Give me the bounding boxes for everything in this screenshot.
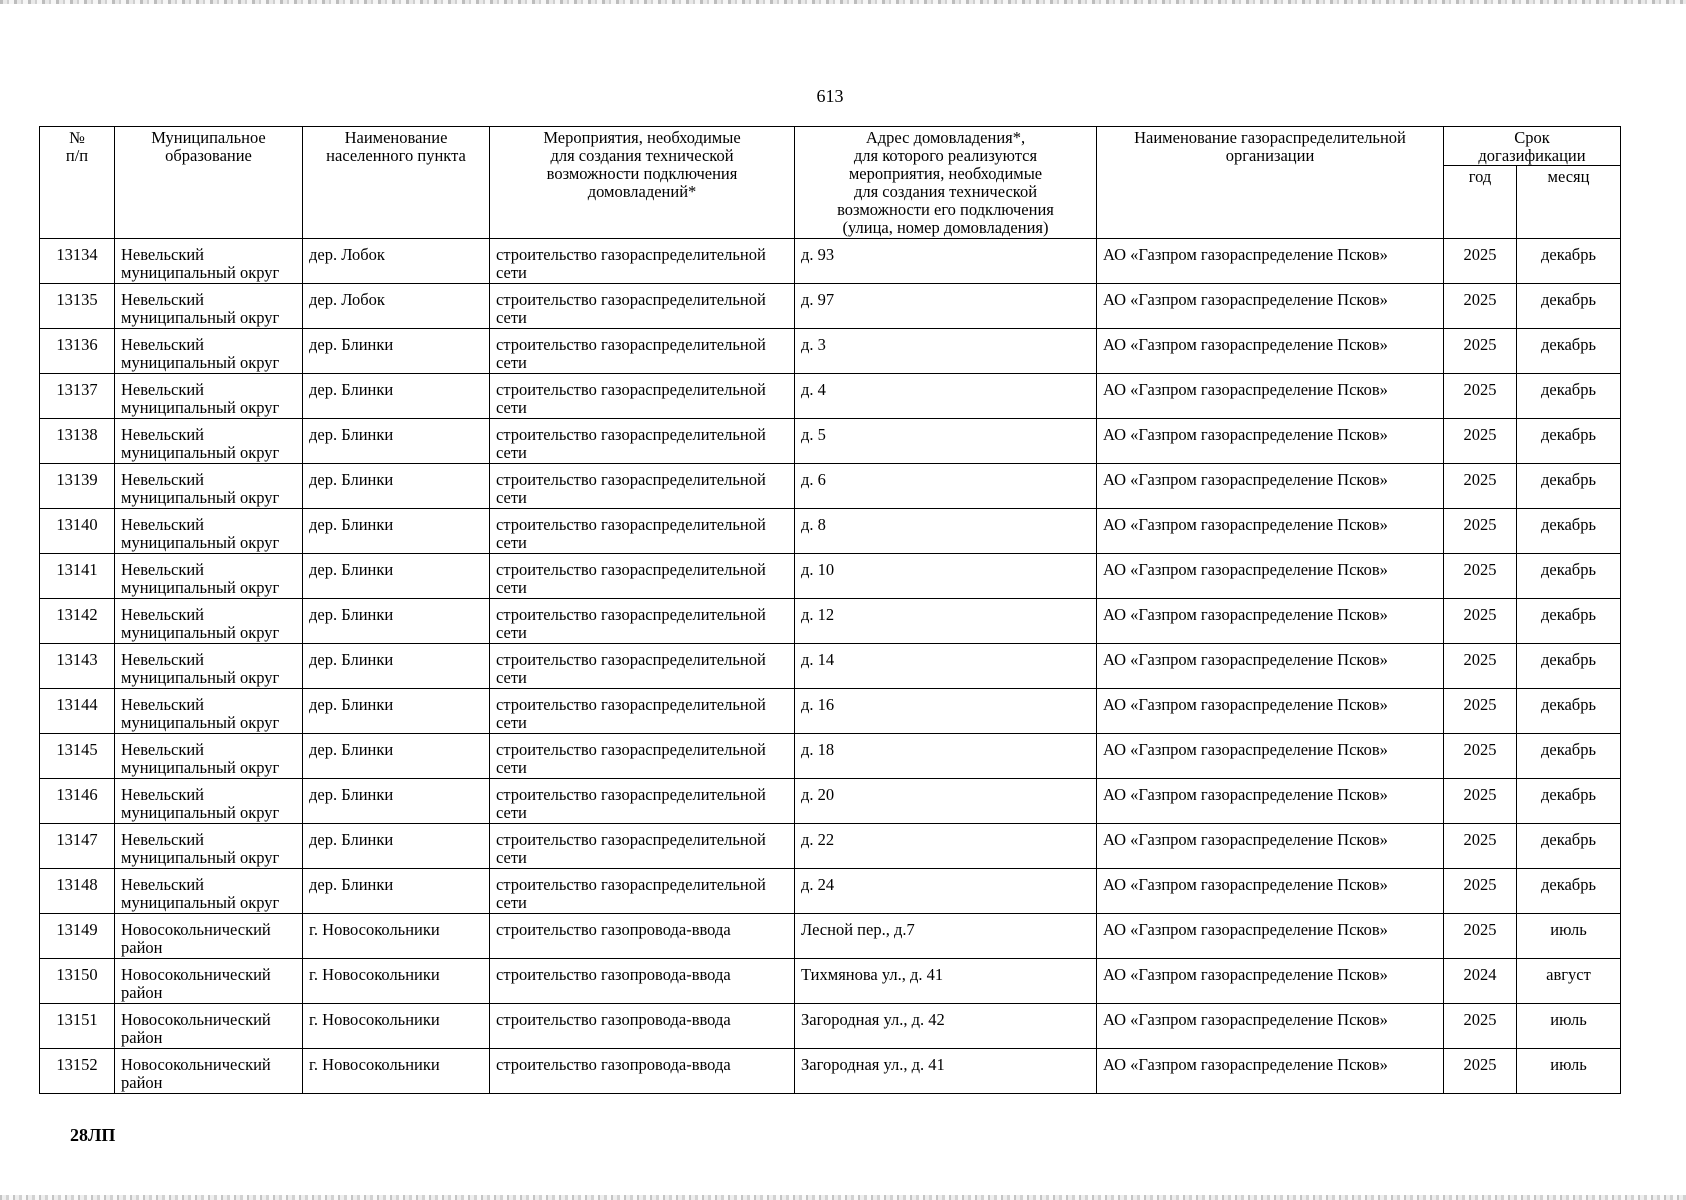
table-row <box>40 374 1621 419</box>
cell-settlement: дер. Блинки <box>303 554 490 599</box>
cell-organization: АО «Газпром газораспределение Псков» <box>1097 959 1444 1004</box>
cell-settlement: г. Новосокольники <box>303 959 490 1004</box>
cell-organization: АО «Газпром газораспределение Псков» <box>1097 239 1444 284</box>
cell-address: д. 10 <box>795 554 1097 599</box>
cell-settlement: дер. Блинки <box>303 869 490 914</box>
cell-num: 13150 <box>40 959 115 1004</box>
cell-municipality: Новосокольнический район <box>115 914 303 959</box>
header-deadline: Срок догазификации <box>1444 127 1621 166</box>
cell-month: декабрь <box>1517 419 1621 464</box>
cell-measures: строительство газораспределительной сети <box>490 464 795 509</box>
cell-address: д. 14 <box>795 644 1097 689</box>
header-address: Адрес домовладения*, для которого реализуются мероприятия, необходимые для создания технической возможности его подключения (улица, номер домовладения) <box>795 127 1097 239</box>
cell-organization: АО «Газпром газораспределение Псков» <box>1097 1004 1444 1049</box>
cell-organization: АО «Газпром газораспределение Псков» <box>1097 329 1444 374</box>
cell-month: декабрь <box>1517 689 1621 734</box>
cell-settlement: дер. Лобок <box>303 284 490 329</box>
cell-month: декабрь <box>1517 599 1621 644</box>
header-measures: Мероприятия, необходимые для создания технической возможности подключения домовладений* <box>490 127 795 239</box>
cell-organization: АО «Газпром газораспределение Псков» <box>1097 869 1444 914</box>
cell-settlement: дер. Блинки <box>303 509 490 554</box>
cell-month: декабрь <box>1517 284 1621 329</box>
table-row <box>40 599 1621 644</box>
cell-settlement: дер. Блинки <box>303 374 490 419</box>
scan-edge-top <box>0 0 1686 4</box>
cell-num: 13137 <box>40 374 115 419</box>
cell-municipality: Невельский муниципальный округ <box>115 464 303 509</box>
cell-municipality: Невельский муниципальный округ <box>115 554 303 599</box>
cell-month: июль <box>1517 1004 1621 1049</box>
cell-address: д. 16 <box>795 689 1097 734</box>
cell-month: декабрь <box>1517 734 1621 779</box>
cell-num: 13147 <box>40 824 115 869</box>
cell-settlement: дер. Блинки <box>303 644 490 689</box>
cell-address: д. 5 <box>795 419 1097 464</box>
cell-organization: АО «Газпром газораспределение Псков» <box>1097 419 1444 464</box>
cell-municipality: Невельский муниципальный округ <box>115 509 303 554</box>
cell-month: июль <box>1517 914 1621 959</box>
cell-settlement: г. Новосокольники <box>303 1049 490 1094</box>
cell-municipality: Новосокольнический район <box>115 1049 303 1094</box>
header-num: № п/п <box>40 127 115 239</box>
scan-edge-bottom <box>0 1195 1686 1200</box>
cell-organization: АО «Газпром газораспределение Псков» <box>1097 914 1444 959</box>
cell-month: декабрь <box>1517 644 1621 689</box>
cell-measures: строительство газораспределительной сети <box>490 419 795 464</box>
cell-address: д. 18 <box>795 734 1097 779</box>
cell-measures: строительство газораспределительной сети <box>490 599 795 644</box>
cell-num: 13141 <box>40 554 115 599</box>
cell-month: декабрь <box>1517 509 1621 554</box>
cell-organization: АО «Газпром газораспределение Псков» <box>1097 644 1444 689</box>
cell-month: декабрь <box>1517 464 1621 509</box>
cell-measures: строительство газораспределительной сети <box>490 554 795 599</box>
cell-organization: АО «Газпром газораспределение Псков» <box>1097 689 1444 734</box>
cell-organization: АО «Газпром газораспределение Псков» <box>1097 824 1444 869</box>
cell-year: 2025 <box>1444 1049 1517 1094</box>
cell-num: 13143 <box>40 644 115 689</box>
table-row <box>40 329 1621 374</box>
cell-measures: строительство газораспределительной сети <box>490 239 795 284</box>
cell-year: 2025 <box>1444 869 1517 914</box>
cell-measures: строительство газораспределительной сети <box>490 509 795 554</box>
cell-organization: АО «Газпром газораспределение Псков» <box>1097 284 1444 329</box>
cell-settlement: дер. Блинки <box>303 779 490 824</box>
cell-year: 2025 <box>1444 509 1517 554</box>
cell-address: д. 6 <box>795 464 1097 509</box>
cell-organization: АО «Газпром газораспределение Псков» <box>1097 599 1444 644</box>
cell-measures: строительство газораспределительной сети <box>490 329 795 374</box>
document-code: 28ЛП <box>70 1125 116 1145</box>
cell-measures: строительство газораспределительной сети <box>490 644 795 689</box>
gasification-table <box>39 126 1621 1094</box>
cell-num: 13139 <box>40 464 115 509</box>
cell-organization: АО «Газпром газораспределение Псков» <box>1097 554 1444 599</box>
cell-address: д. 93 <box>795 239 1097 284</box>
table-row <box>40 734 1621 779</box>
cell-month: декабрь <box>1517 239 1621 284</box>
cell-measures: строительство газораспределительной сети <box>490 374 795 419</box>
cell-measures: строительство газораспределительной сети <box>490 689 795 734</box>
table-row <box>40 1004 1621 1049</box>
cell-month: июль <box>1517 1049 1621 1094</box>
cell-municipality: Невельский муниципальный округ <box>115 419 303 464</box>
cell-year: 2025 <box>1444 779 1517 824</box>
cell-settlement: г. Новосокольники <box>303 914 490 959</box>
cell-month: декабрь <box>1517 374 1621 419</box>
table-header <box>40 127 1621 239</box>
cell-municipality: Невельский муниципальный округ <box>115 689 303 734</box>
cell-municipality: Невельский муниципальный округ <box>115 599 303 644</box>
cell-num: 13146 <box>40 779 115 824</box>
cell-organization: АО «Газпром газораспределение Псков» <box>1097 374 1444 419</box>
cell-num: 13140 <box>40 509 115 554</box>
cell-num: 13144 <box>40 689 115 734</box>
header-month: месяц <box>1517 166 1621 239</box>
cell-measures: строительство газораспределительной сети <box>490 284 795 329</box>
cell-num: 13134 <box>40 239 115 284</box>
cell-address: д. 20 <box>795 779 1097 824</box>
cell-organization: АО «Газпром газораспределение Псков» <box>1097 734 1444 779</box>
cell-organization: АО «Газпром газораспределение Псков» <box>1097 1049 1444 1094</box>
table-row <box>40 779 1621 824</box>
table-row <box>40 914 1621 959</box>
cell-address: д. 22 <box>795 824 1097 869</box>
cell-month: декабрь <box>1517 824 1621 869</box>
cell-month: декабрь <box>1517 554 1621 599</box>
cell-address: Загородная ул., д. 41 <box>795 1049 1097 1094</box>
cell-year: 2025 <box>1444 599 1517 644</box>
cell-num: 13138 <box>40 419 115 464</box>
cell-month: декабрь <box>1517 329 1621 374</box>
cell-year: 2025 <box>1444 239 1517 284</box>
cell-municipality: Невельский муниципальный округ <box>115 329 303 374</box>
cell-address: д. 8 <box>795 509 1097 554</box>
cell-organization: АО «Газпром газораспределение Псков» <box>1097 464 1444 509</box>
cell-municipality: Невельский муниципальный округ <box>115 824 303 869</box>
cell-year: 2024 <box>1444 959 1517 1004</box>
table-row <box>40 644 1621 689</box>
cell-measures: строительство газораспределительной сети <box>490 869 795 914</box>
cell-municipality: Невельский муниципальный округ <box>115 374 303 419</box>
header-year: год <box>1444 166 1517 239</box>
cell-num: 13142 <box>40 599 115 644</box>
cell-municipality: Невельский муниципальный округ <box>115 734 303 779</box>
cell-address: д. 97 <box>795 284 1097 329</box>
cell-month: август <box>1517 959 1621 1004</box>
table-row <box>40 959 1621 1004</box>
table-row <box>40 824 1621 869</box>
cell-address: д. 4 <box>795 374 1097 419</box>
cell-municipality: Невельский муниципальный округ <box>115 644 303 689</box>
table-row <box>40 509 1621 554</box>
cell-num: 13136 <box>40 329 115 374</box>
cell-settlement: дер. Блинки <box>303 464 490 509</box>
cell-municipality: Новосокольнический район <box>115 959 303 1004</box>
cell-municipality: Невельский муниципальный округ <box>115 779 303 824</box>
cell-measures: строительство газораспределительной сети <box>490 734 795 779</box>
cell-municipality: Новосокольнический район <box>115 1004 303 1049</box>
cell-year: 2025 <box>1444 734 1517 779</box>
cell-settlement: дер. Блинки <box>303 419 490 464</box>
cell-year: 2025 <box>1444 464 1517 509</box>
cell-year: 2025 <box>1444 824 1517 869</box>
cell-num: 13148 <box>40 869 115 914</box>
header-settlement: Наименование населенного пункта <box>303 127 490 239</box>
table-body <box>40 239 1621 1094</box>
cell-address: Тихмянова ул., д. 41 <box>795 959 1097 1004</box>
cell-settlement: г. Новосокольники <box>303 1004 490 1049</box>
table-row <box>40 689 1621 734</box>
cell-year: 2025 <box>1444 554 1517 599</box>
cell-year: 2025 <box>1444 419 1517 464</box>
cell-address: д. 24 <box>795 869 1097 914</box>
cell-measures: строительство газопровода-ввода <box>490 914 795 959</box>
cell-num: 13152 <box>40 1049 115 1094</box>
cell-organization: АО «Газпром газораспределение Псков» <box>1097 509 1444 554</box>
cell-year: 2025 <box>1444 374 1517 419</box>
cell-organization: АО «Газпром газораспределение Псков» <box>1097 779 1444 824</box>
cell-municipality: Невельский муниципальный округ <box>115 239 303 284</box>
cell-year: 2025 <box>1444 689 1517 734</box>
cell-settlement: дер. Блинки <box>303 329 490 374</box>
cell-address: д. 12 <box>795 599 1097 644</box>
cell-num: 13151 <box>40 1004 115 1049</box>
table-row <box>40 554 1621 599</box>
cell-month: декабрь <box>1517 779 1621 824</box>
header-organization: Наименование газораспределительной организации <box>1097 127 1444 239</box>
page-number: 613 <box>816 86 844 106</box>
header-municipality: Муниципальное образование <box>115 127 303 239</box>
table-row <box>40 464 1621 509</box>
cell-settlement: дер. Блинки <box>303 689 490 734</box>
cell-measures: строительство газопровода-ввода <box>490 959 795 1004</box>
cell-settlement: дер. Блинки <box>303 734 490 779</box>
cell-settlement: дер. Блинки <box>303 824 490 869</box>
table-row <box>40 869 1621 914</box>
cell-address: д. 3 <box>795 329 1097 374</box>
cell-settlement: дер. Лобок <box>303 239 490 284</box>
cell-num: 13145 <box>40 734 115 779</box>
cell-measures: строительство газопровода-ввода <box>490 1049 795 1094</box>
table-row <box>40 284 1621 329</box>
cell-measures: строительство газопровода-ввода <box>490 1004 795 1049</box>
table-row <box>40 1049 1621 1094</box>
table-row <box>40 419 1621 464</box>
cell-month: декабрь <box>1517 869 1621 914</box>
cell-address: Лесной пер., д.7 <box>795 914 1097 959</box>
cell-num: 13135 <box>40 284 115 329</box>
cell-year: 2025 <box>1444 284 1517 329</box>
cell-measures: строительство газораспределительной сети <box>490 779 795 824</box>
cell-measures: строительство газораспределительной сети <box>490 824 795 869</box>
cell-address: Загородная ул., д. 42 <box>795 1004 1097 1049</box>
cell-municipality: Невельский муниципальный округ <box>115 284 303 329</box>
cell-year: 2025 <box>1444 914 1517 959</box>
cell-year: 2025 <box>1444 644 1517 689</box>
table-row <box>40 239 1621 284</box>
cell-year: 2025 <box>1444 1004 1517 1049</box>
cell-num: 13149 <box>40 914 115 959</box>
cell-settlement: дер. Блинки <box>303 599 490 644</box>
cell-municipality: Невельский муниципальный округ <box>115 869 303 914</box>
cell-year: 2025 <box>1444 329 1517 374</box>
